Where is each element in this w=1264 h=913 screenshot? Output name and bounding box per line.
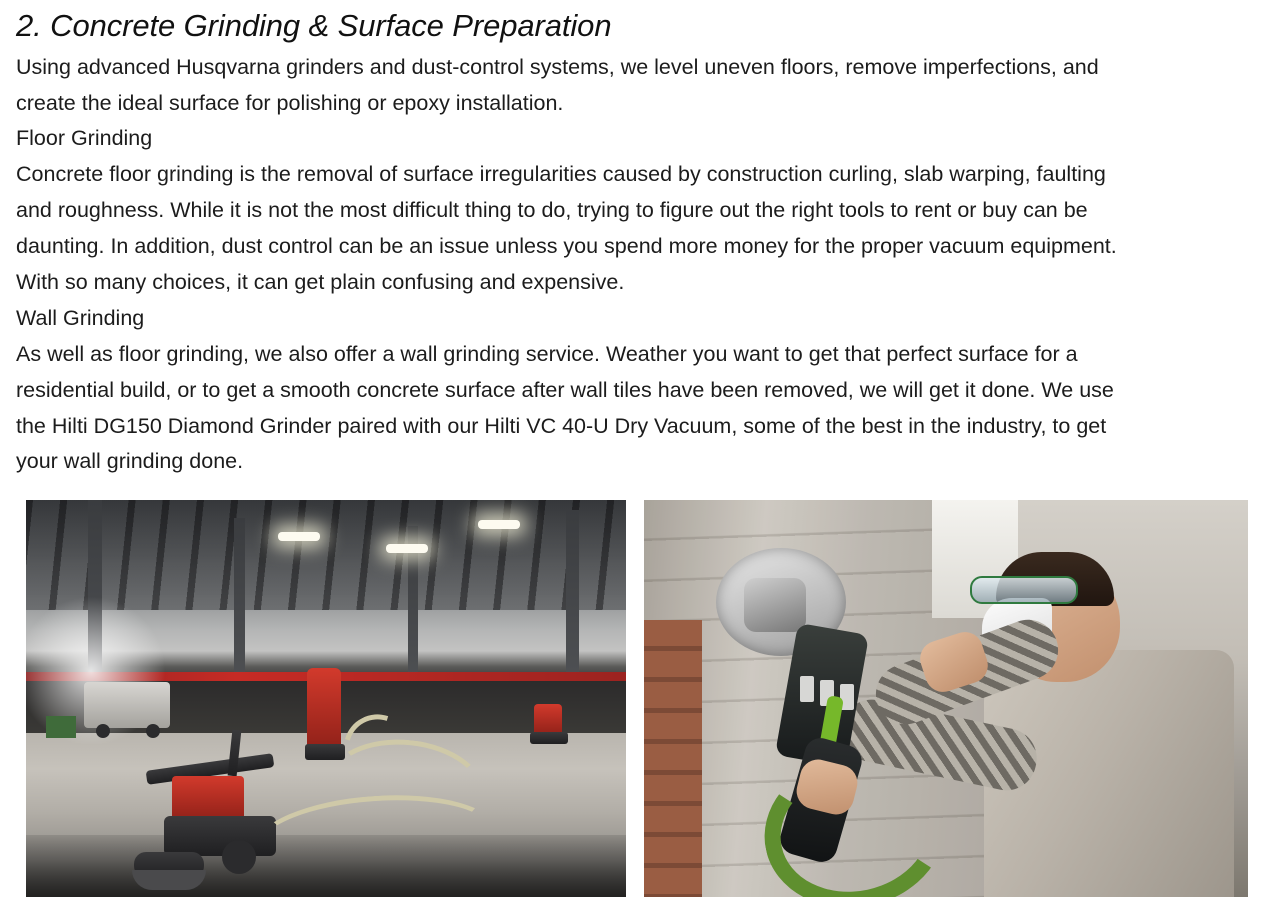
wall-grinding-worker-photo [644,500,1248,897]
green-crate [46,716,76,738]
brick-edge [644,620,702,897]
warehouse-floor-grinding-photo [26,500,626,897]
subsection-paragraph-floor-grinding: Concrete floor grinding is the removal of surface irregularities caused by construction curling, slab warping, faulting and roughness. While it is not the most difficult thing to do, trying to figure out the right tools to rent or buy can be daunting. In addition, dust control can be an issue unless you spend more money for the proper vacuum equipment. With so many choices, it can get plain confusing and expensive. [16,162,1117,295]
grinder-wheel [222,840,256,874]
warehouse-scene [26,500,626,897]
subsection-heading-wall-grinding: Wall Grinding [16,305,145,330]
section-heading: 2. Concrete Grinding & Surface Preparation [16,8,612,43]
subsection-heading-floor-grinding: Floor Grinding [16,126,153,151]
grinder-hub [744,578,806,632]
generator-unit [84,682,170,728]
generator-wheel-1 [96,724,110,738]
subsection-paragraph-wall-grinding-clip [16,337,1248,481]
small-grinder-base [530,732,568,744]
ceiling-light-3 [478,520,520,529]
intro-paragraph: Using advanced Husqvarna grinders and dust-control systems, we level uneven floors, remove imperfections, and create the ideal surface for polishing or epoxy installation. [16,54,1099,115]
generator-wheel-2 [146,724,160,738]
warehouse-ceiling [26,500,626,610]
wall-grinding-scene [644,500,1248,897]
dust-extractor-red [307,668,341,752]
image-gallery [26,500,1248,897]
ceiling-light-2 [386,544,428,553]
subsection-paragraph-wall-grinding: As well as floor grinding, we also offer a wall grinding service. Weather you want to get that perfect surface for a residential build, or to get a smooth concrete surface after wall tiles have been removed, we will get it done. We use the Hilti DG150 Diamond Grinder paired with our Hilti VC 40-U Dry Vacuum, some of the best in the industry, to get your wall grinding done. [16,341,1114,474]
grinder-disc [132,870,206,890]
ceiling-light-1 [278,532,320,541]
safety-goggles [970,576,1078,604]
grinder-vent-1 [800,676,814,702]
